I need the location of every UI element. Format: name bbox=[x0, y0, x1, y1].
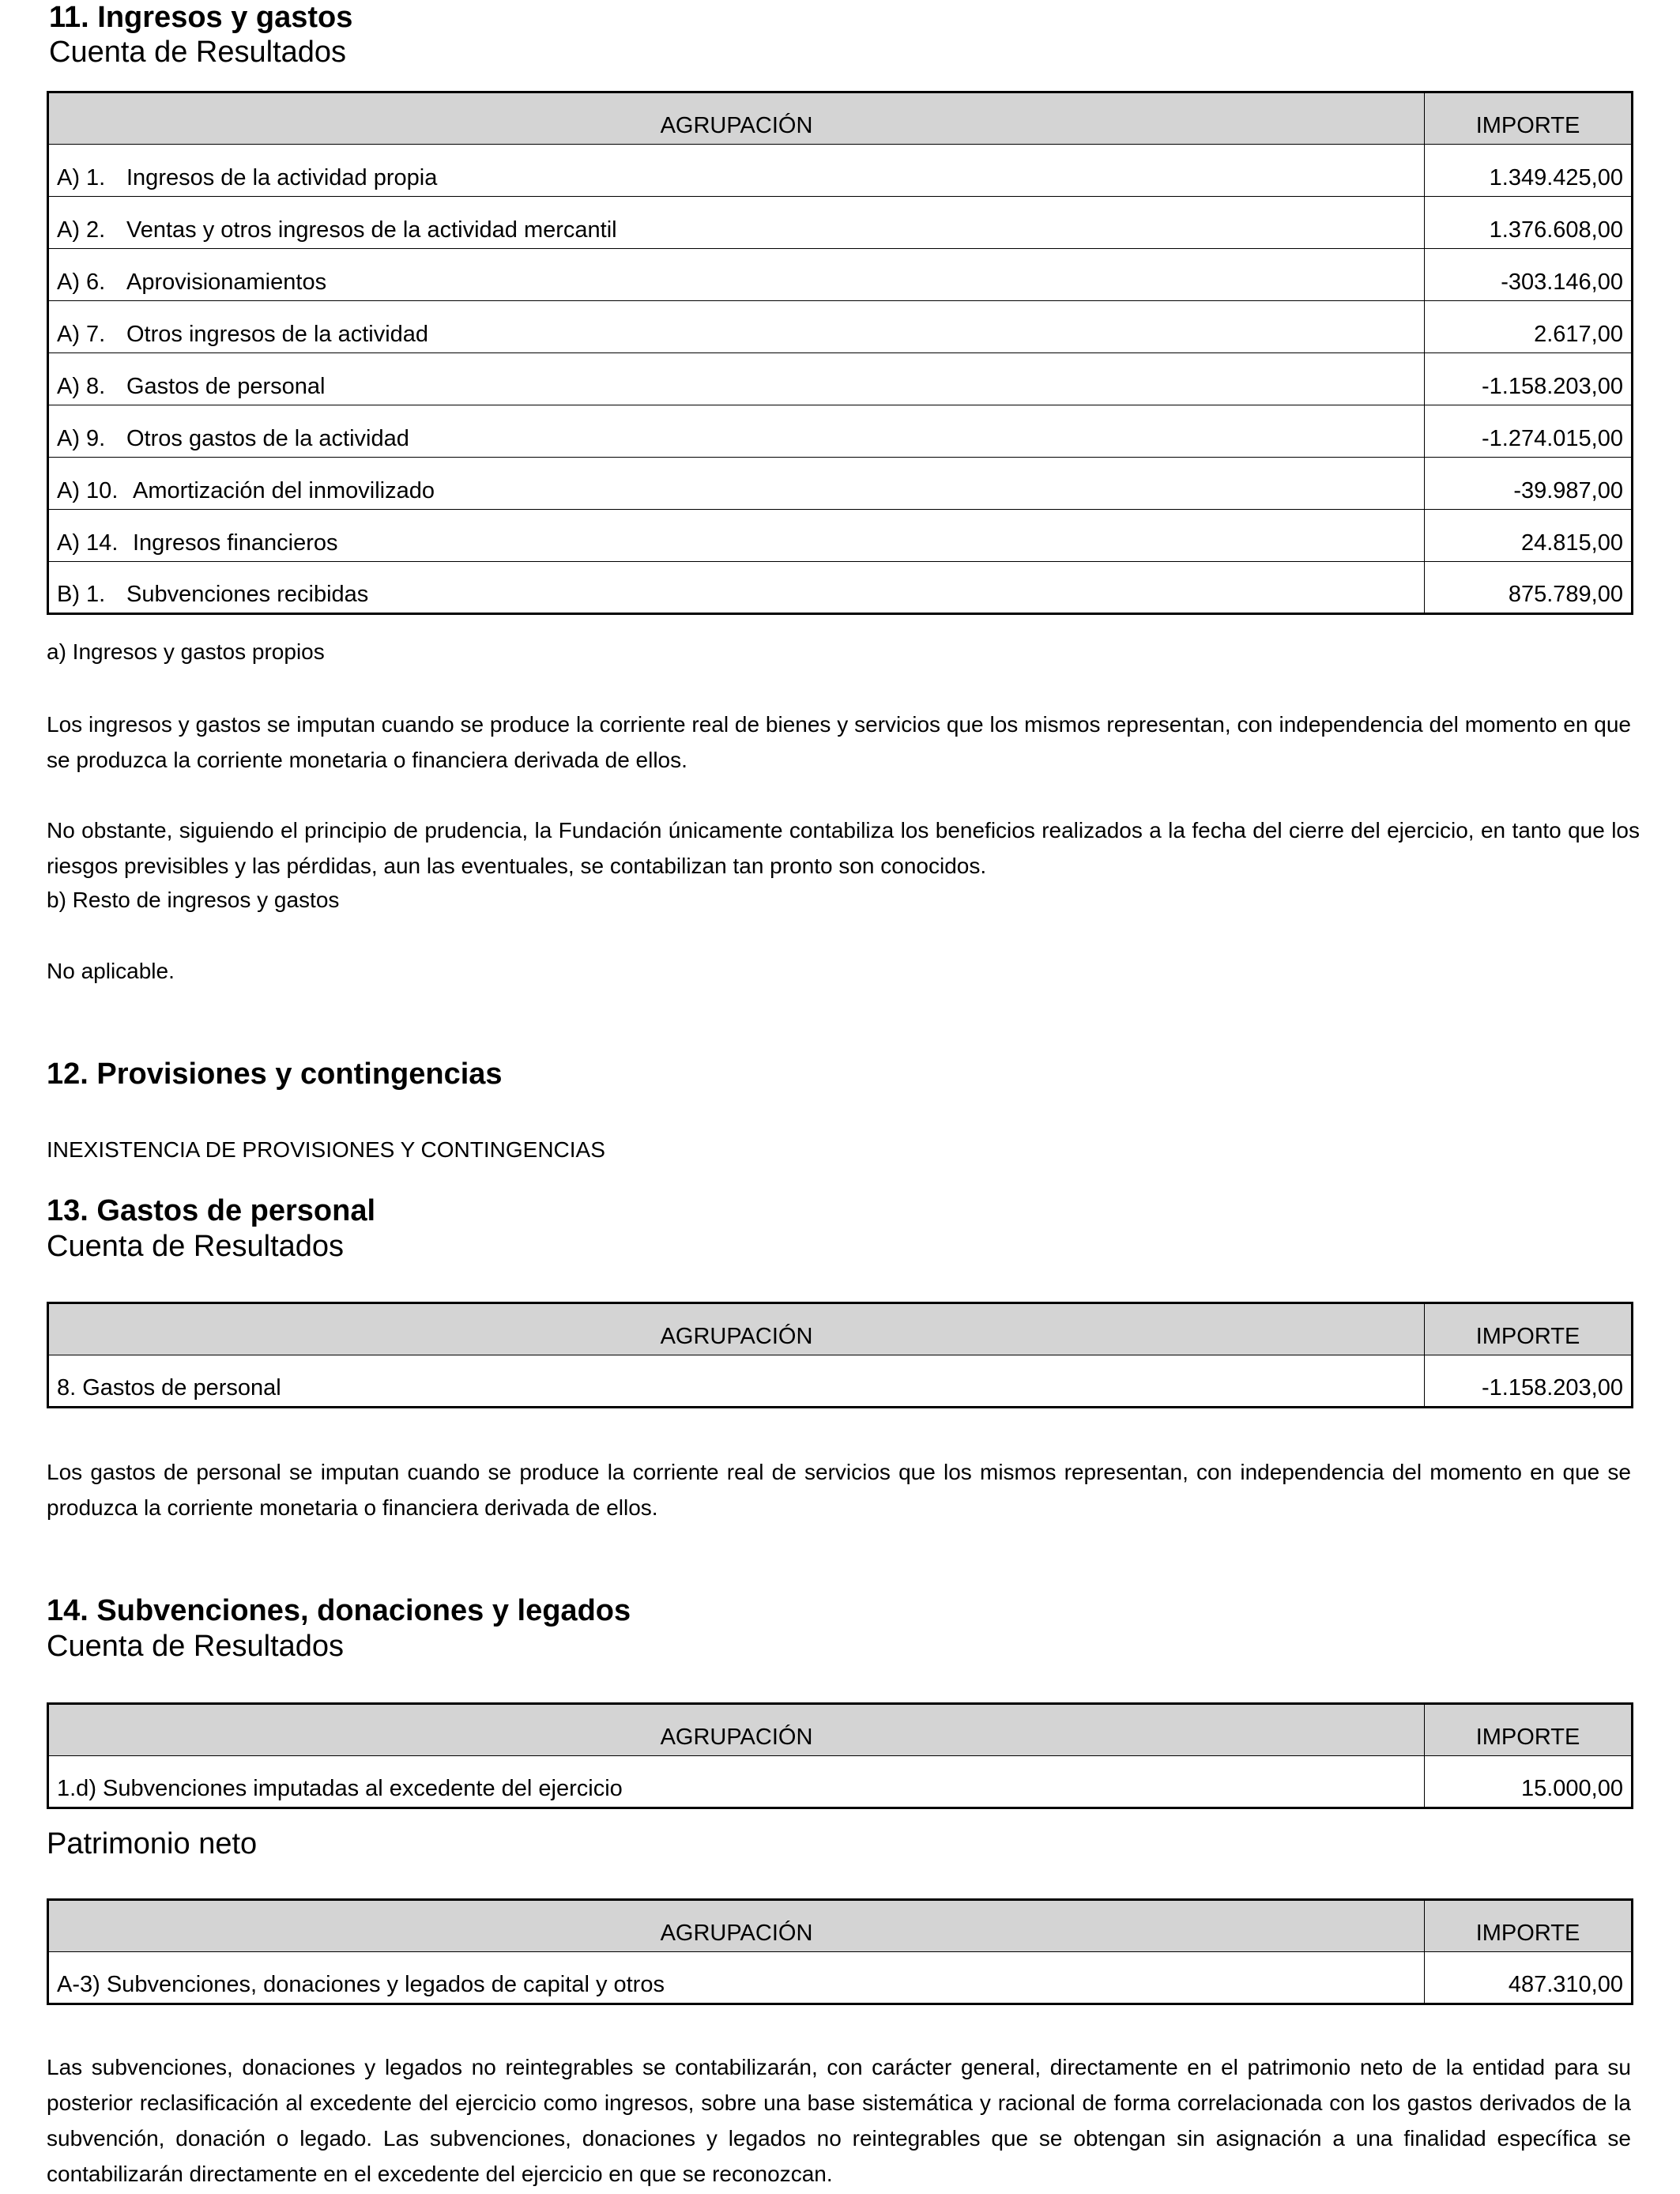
row-label-cell bbox=[48, 353, 1425, 405]
paragraph-own-income: Los ingresos y gastos se imputan cuando se produce la corriente real de bienes y servicios que los mismos representan, con independencia del momento en que se produzca la corriente monetaria o financiera derivada de ellos. bbox=[47, 712, 1631, 772]
row-label: Ventas y otros ingresos de la actividad mercantil bbox=[126, 217, 617, 243]
no-provisions-text: INEXISTENCIA DE PROVISIONES Y CONTINGENCIAS bbox=[47, 1137, 605, 1162]
row-amount: -1.158.203,00 bbox=[1425, 353, 1633, 405]
header-agrupacion: AGRUPACIÓN bbox=[48, 92, 1425, 145]
table-row bbox=[48, 301, 1633, 353]
table-header-row bbox=[48, 1303, 1633, 1355]
section-14-subtitle: Cuenta de Resultados bbox=[47, 1630, 345, 1663]
header-agrupacion: AGRUPACIÓN bbox=[48, 1900, 1425, 1952]
row-code: B) 1. bbox=[57, 582, 106, 607]
table-header-row bbox=[48, 1900, 1633, 1952]
row-label: 1.d) Subvenciones imputadas al excedente del ejercicio bbox=[48, 1756, 1425, 1808]
table-row bbox=[48, 197, 1633, 249]
table-row bbox=[48, 405, 1633, 458]
row-label: Otros gastos de la actividad bbox=[126, 426, 409, 451]
row-label: Amortización del inmovilizado bbox=[133, 478, 435, 503]
row-amount: -1.274.015,00 bbox=[1425, 405, 1633, 458]
header-importe: IMPORTE bbox=[1425, 1303, 1633, 1355]
row-label: Aprovisionamientos bbox=[126, 270, 327, 295]
income-expense-table bbox=[47, 91, 1633, 615]
row-label-cell bbox=[48, 249, 1425, 301]
section-11-subtitle: Cuenta de Resultados bbox=[49, 36, 347, 69]
table-row bbox=[48, 249, 1633, 301]
row-label: Ingresos financieros bbox=[133, 530, 338, 556]
paragraph-grants: Las subvenciones, donaciones y legados no reintegrables se contabilizarán, con carácter general, directamente en el patrimonio neto de la entidad para su posterior reclasificación al excedente del ejercicio como ingresos, sobre una base sistemática y racional de forma correlacionada con los gastos derivados de la subvención, donación o legado. Las subvenciones, donaciones y legados no reintegrables que se obtengan sin asignación a una finalidad específica se contabilizarán directamente en el excedente del ejercicio en que se reconozcan. bbox=[47, 2055, 1631, 2186]
row-amount: 2.617,00 bbox=[1425, 301, 1633, 353]
row-amount: 1.349.425,00 bbox=[1425, 145, 1633, 197]
grants-equity-table bbox=[47, 1898, 1633, 2005]
row-label: 8. Gastos de personal bbox=[48, 1355, 1425, 1408]
row-code: A) 10. bbox=[57, 478, 119, 503]
section-11-title: 11. Ingresos y gastos bbox=[49, 1, 353, 34]
row-amount: 24.815,00 bbox=[1425, 510, 1633, 562]
subsection-a-title: a) Ingresos y gastos propios bbox=[47, 639, 325, 664]
table-header-row bbox=[48, 1704, 1633, 1756]
row-amount: 15.000,00 bbox=[1425, 1756, 1633, 1808]
table-header-row bbox=[48, 92, 1633, 145]
row-code: A) 9. bbox=[57, 426, 106, 451]
table-row bbox=[48, 1756, 1633, 1808]
row-label: Otros ingresos de la actividad bbox=[126, 322, 429, 347]
row-label-cell bbox=[48, 145, 1425, 197]
paragraph-prudence: No obstante, siguiendo el principio de prudencia, la Fundación únicamente contabiliza los beneficios realizados a la fecha del cierre del ejercicio, en tanto que los riesgos previsibles y las pérdidas, aun las eventuales, se contabilizan tan pronto son conocidos. bbox=[47, 818, 1640, 878]
table-row bbox=[48, 1355, 1633, 1408]
row-label: Subvenciones recibidas bbox=[126, 582, 369, 607]
row-label-cell bbox=[48, 405, 1425, 458]
subsection-b-title: b) Resto de ingresos y gastos bbox=[47, 888, 340, 912]
table-row bbox=[48, 562, 1633, 614]
row-code: A) 2. bbox=[57, 217, 106, 243]
section-12-title: 12. Provisiones y contingencias bbox=[47, 1057, 503, 1091]
row-code: A) 14. bbox=[57, 530, 119, 556]
row-label-cell bbox=[48, 197, 1425, 249]
header-importe: IMPORTE bbox=[1425, 1900, 1633, 1952]
paragraph-personnel: Los gastos de personal se imputan cuando se produce la corriente real de servicios que los mismos representan, con independencia del momento en que se produzca la corriente monetaria o financiera derivada de ellos. bbox=[47, 1460, 1631, 1520]
equity-subtitle: Patrimonio neto bbox=[47, 1827, 258, 1860]
row-label: Gastos de personal bbox=[126, 374, 326, 399]
row-code: A) 6. bbox=[57, 270, 106, 295]
row-amount: -1.158.203,00 bbox=[1425, 1355, 1633, 1408]
header-importe: IMPORTE bbox=[1425, 92, 1633, 145]
grants-results-table bbox=[47, 1702, 1633, 1809]
personnel-table bbox=[47, 1302, 1633, 1408]
table-row bbox=[48, 1952, 1633, 2004]
row-code: A) 7. bbox=[57, 322, 106, 347]
row-amount: 1.376.608,00 bbox=[1425, 197, 1633, 249]
table-row bbox=[48, 145, 1633, 197]
section-13-title: 13. Gastos de personal bbox=[47, 1194, 376, 1227]
row-code: A) 8. bbox=[57, 374, 106, 399]
row-label-cell bbox=[48, 562, 1425, 614]
row-amount: -39.987,00 bbox=[1425, 458, 1633, 510]
table-row bbox=[48, 510, 1633, 562]
section-13-subtitle: Cuenta de Resultados bbox=[47, 1230, 345, 1263]
table-row bbox=[48, 458, 1633, 510]
row-label: A-3) Subvenciones, donaciones y legados de capital y otros bbox=[48, 1952, 1425, 2004]
section-14-title: 14. Subvenciones, donaciones y legados bbox=[47, 1594, 631, 1627]
row-code: A) 1. bbox=[57, 165, 106, 190]
table-row bbox=[48, 353, 1633, 405]
row-label-cell bbox=[48, 510, 1425, 562]
not-applicable-text: No aplicable. bbox=[47, 959, 175, 983]
header-agrupacion: AGRUPACIÓN bbox=[48, 1303, 1425, 1355]
row-amount: -303.146,00 bbox=[1425, 249, 1633, 301]
row-label-cell bbox=[48, 301, 1425, 353]
row-amount: 487.310,00 bbox=[1425, 1952, 1633, 2004]
row-amount: 875.789,00 bbox=[1425, 562, 1633, 614]
row-label: Ingresos de la actividad propia bbox=[126, 165, 438, 190]
header-agrupacion: AGRUPACIÓN bbox=[48, 1704, 1425, 1756]
header-importe: IMPORTE bbox=[1425, 1704, 1633, 1756]
row-label-cell bbox=[48, 458, 1425, 510]
